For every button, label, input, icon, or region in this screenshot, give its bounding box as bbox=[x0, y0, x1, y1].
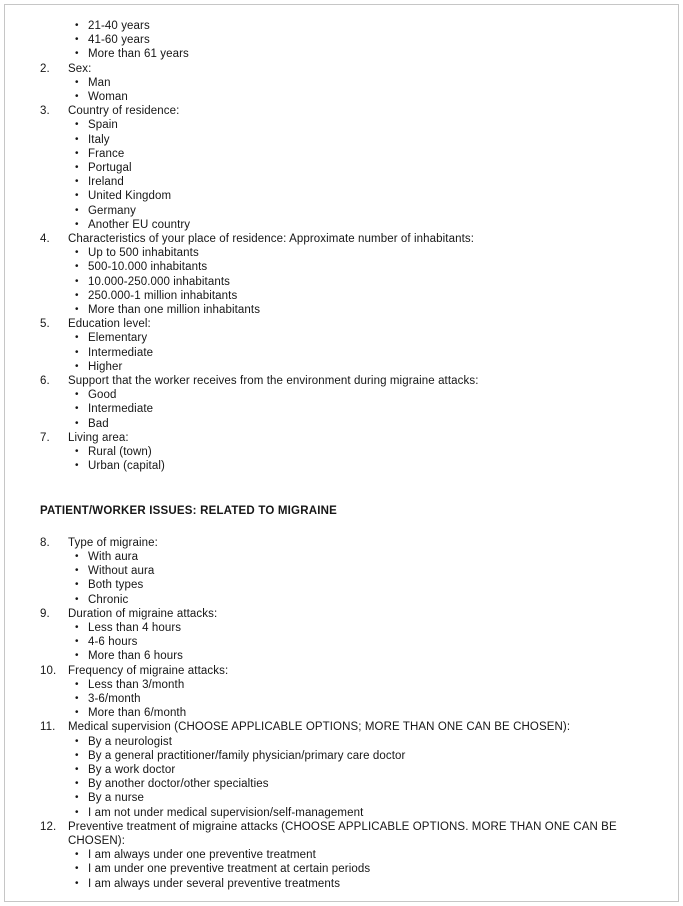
bullet-icon: • bbox=[75, 579, 79, 591]
option-item bbox=[75, 578, 628, 592]
question-number: 4. bbox=[40, 233, 50, 246]
option-label: Germany bbox=[88, 204, 136, 217]
option-label: I am under one preventive treatment at certain periods bbox=[88, 863, 371, 876]
question-text: Country of residence: bbox=[68, 105, 180, 118]
option-label: Less than 4 hours bbox=[88, 621, 182, 634]
option-item bbox=[75, 33, 628, 47]
option-label: Bad bbox=[88, 417, 109, 430]
question-text: Preventive treatment of migraine attacks (CHOOSE APPLICABLE OPTIONS. MORE THAN ONE CAN BE CHOSEN): bbox=[68, 820, 617, 847]
question-text: Type of migraine: bbox=[68, 536, 158, 549]
option-label: Intermediate bbox=[88, 403, 154, 416]
bullet-icon: • bbox=[75, 550, 79, 562]
bullet-icon: • bbox=[75, 806, 79, 818]
bullet-icon: • bbox=[75, 446, 79, 458]
option-label: By a work doctor bbox=[88, 763, 176, 776]
option-item bbox=[75, 189, 628, 203]
option-item bbox=[75, 19, 628, 33]
option-label: 3-6/month bbox=[88, 692, 141, 705]
question-number: 9. bbox=[40, 607, 50, 620]
bullet-icon: • bbox=[75, 20, 79, 31]
option-item bbox=[75, 777, 628, 791]
option-label: Man bbox=[88, 76, 111, 89]
option-label: With aura bbox=[88, 550, 139, 563]
option-label: Urban (capital) bbox=[88, 460, 165, 473]
bullet-icon: • bbox=[75, 48, 79, 60]
option-item bbox=[75, 649, 628, 663]
bullet-icon: • bbox=[75, 360, 79, 372]
question-number: 11. bbox=[40, 721, 56, 734]
option-item bbox=[75, 445, 628, 459]
option-item bbox=[75, 862, 628, 876]
option-label: 10.000-250.000 inhabitants bbox=[88, 275, 230, 288]
bullet-icon: • bbox=[75, 678, 79, 690]
option-item bbox=[75, 360, 628, 374]
question-text: Characteristics of your place of residence: Approximate number of inhabitants: bbox=[68, 233, 475, 246]
question-number: 5. bbox=[40, 318, 50, 331]
option-label: More than 61 years bbox=[88, 48, 189, 61]
bullet-icon: • bbox=[75, 34, 79, 46]
bullet-icon: • bbox=[75, 346, 79, 358]
question-line bbox=[40, 104, 628, 118]
option-item bbox=[75, 331, 628, 345]
option-label: By a neurologist bbox=[88, 735, 173, 748]
option-item bbox=[75, 417, 628, 431]
question-block bbox=[40, 374, 628, 431]
option-item bbox=[75, 275, 628, 289]
question-line bbox=[40, 720, 628, 734]
option-label: I am always under several preventive treatments bbox=[88, 877, 341, 890]
option-label: France bbox=[88, 147, 125, 160]
bullet-icon: • bbox=[75, 877, 79, 889]
option-item bbox=[75, 90, 628, 104]
option-label: 41-60 years bbox=[88, 34, 150, 47]
option-label: Less than 3/month bbox=[88, 678, 185, 691]
question-block bbox=[40, 104, 628, 232]
option-item bbox=[75, 133, 628, 147]
option-item bbox=[75, 735, 628, 749]
option-item bbox=[75, 791, 628, 805]
option-item bbox=[75, 459, 628, 473]
option-item bbox=[75, 749, 628, 763]
section-heading: PATIENT/WORKER ISSUES: RELATED TO MIGRAINE bbox=[40, 504, 337, 517]
bullet-icon: • bbox=[75, 76, 79, 88]
question-number: 12. bbox=[40, 820, 57, 833]
bullet-icon: • bbox=[75, 218, 79, 230]
option-label: United Kingdom bbox=[88, 190, 172, 203]
question-line bbox=[40, 664, 628, 678]
question-number: 2. bbox=[40, 62, 50, 75]
option-item bbox=[75, 388, 628, 402]
question-text: Education level: bbox=[68, 318, 151, 331]
question-number: 8. bbox=[40, 536, 50, 549]
question-text: Support that the worker receives from the environment during migraine attacks: bbox=[68, 375, 479, 388]
question-number: 3. bbox=[40, 105, 50, 118]
option-item bbox=[75, 635, 628, 649]
option-label: Chronic bbox=[88, 593, 129, 606]
option-label: More than one million inhabitants bbox=[88, 304, 261, 317]
option-item bbox=[75, 550, 628, 564]
bullet-icon: • bbox=[75, 133, 79, 145]
option-item bbox=[75, 175, 628, 189]
question-block bbox=[40, 664, 628, 721]
option-item bbox=[75, 47, 628, 61]
option-item bbox=[75, 848, 628, 862]
options-continuation-block bbox=[40, 19, 628, 62]
option-label: 4-6 hours bbox=[88, 636, 138, 649]
question-text: Duration of migraine attacks: bbox=[68, 607, 218, 620]
option-item bbox=[75, 246, 628, 260]
option-label: Good bbox=[88, 389, 117, 402]
bullet-icon: • bbox=[75, 332, 79, 344]
bullet-icon: • bbox=[75, 403, 79, 415]
bullet-icon: • bbox=[75, 304, 79, 316]
option-label: More than 6/month bbox=[88, 707, 187, 720]
option-label: Another EU country bbox=[88, 218, 191, 231]
bullet-icon: • bbox=[75, 763, 79, 775]
question-block bbox=[40, 317, 628, 374]
question-line bbox=[40, 374, 628, 388]
option-item bbox=[75, 763, 628, 777]
question-line bbox=[40, 232, 628, 246]
option-label: Rural (town) bbox=[88, 446, 152, 459]
question-number: 7. bbox=[40, 431, 50, 444]
option-item bbox=[75, 147, 628, 161]
bullet-icon: • bbox=[75, 247, 79, 259]
question-block bbox=[40, 431, 628, 474]
option-label: Both types bbox=[88, 579, 144, 592]
question-text: Sex: bbox=[68, 62, 92, 75]
bullet-icon: • bbox=[75, 261, 79, 273]
question-line bbox=[40, 607, 628, 621]
option-item bbox=[75, 346, 628, 360]
bullet-icon: • bbox=[75, 162, 79, 174]
bullet-icon: • bbox=[75, 275, 79, 287]
option-item bbox=[75, 161, 628, 175]
option-item bbox=[75, 706, 628, 720]
option-item bbox=[75, 303, 628, 317]
bullet-icon: • bbox=[75, 593, 79, 605]
option-item bbox=[75, 218, 628, 232]
option-item bbox=[75, 593, 628, 607]
option-item bbox=[75, 289, 628, 303]
option-label: By a general practitioner/family physician/primary care doctor bbox=[88, 749, 406, 762]
option-label: 500-10.000 inhabitants bbox=[88, 261, 208, 274]
option-item bbox=[75, 204, 628, 218]
question-number: 6. bbox=[40, 375, 50, 388]
bullet-icon: • bbox=[75, 389, 79, 401]
option-label: More than 6 hours bbox=[88, 650, 184, 663]
bullet-icon: • bbox=[75, 289, 79, 301]
questionnaire bbox=[40, 19, 628, 891]
option-item bbox=[75, 402, 628, 416]
question-block bbox=[40, 536, 628, 607]
option-label: Elementary bbox=[88, 332, 148, 345]
option-item bbox=[75, 806, 628, 820]
bullet-icon: • bbox=[75, 119, 79, 131]
bullet-icon: • bbox=[75, 147, 79, 159]
bullet-icon: • bbox=[75, 735, 79, 747]
bullet-icon: • bbox=[75, 621, 79, 633]
option-label: Ireland bbox=[88, 176, 124, 189]
question-text: Living area: bbox=[68, 431, 129, 444]
question-block bbox=[40, 720, 628, 819]
question-text: Medical supervision (CHOOSE APPLICABLE OPTIONS; MORE THAN ONE CAN BE CHOSEN): bbox=[68, 721, 571, 734]
option-label: Italy bbox=[88, 133, 110, 146]
question-block bbox=[40, 820, 628, 891]
option-item bbox=[75, 692, 628, 706]
bullet-icon: • bbox=[75, 636, 79, 648]
option-item bbox=[75, 260, 628, 274]
bullet-icon: • bbox=[75, 190, 79, 202]
bullet-icon: • bbox=[75, 749, 79, 761]
question-block bbox=[40, 62, 628, 105]
option-label: Spain bbox=[88, 119, 118, 132]
question-text: Frequency of migraine attacks: bbox=[68, 664, 229, 677]
option-item bbox=[75, 118, 628, 132]
question-number: 10. bbox=[40, 664, 57, 677]
bullet-icon: • bbox=[75, 417, 79, 429]
bullet-icon: • bbox=[75, 692, 79, 704]
bullet-icon: • bbox=[75, 707, 79, 719]
question-block bbox=[40, 607, 628, 664]
bullet-icon: • bbox=[75, 650, 79, 662]
option-label: I am not under medical supervision/self-management bbox=[88, 806, 364, 819]
question-line bbox=[40, 317, 628, 331]
bullet-icon: • bbox=[75, 792, 79, 804]
question-line bbox=[40, 820, 628, 848]
option-item bbox=[75, 877, 628, 891]
bullet-icon: • bbox=[75, 460, 79, 472]
option-label: Higher bbox=[88, 360, 123, 373]
option-item bbox=[75, 678, 628, 692]
option-label: Up to 500 inhabitants bbox=[88, 247, 199, 260]
option-item bbox=[75, 76, 628, 90]
bullet-icon: • bbox=[75, 91, 79, 103]
question-line bbox=[40, 536, 628, 550]
bullet-icon: • bbox=[75, 849, 79, 861]
option-label: I am always under one preventive treatment bbox=[88, 849, 316, 862]
question-line bbox=[40, 62, 628, 76]
bullet-icon: • bbox=[75, 778, 79, 790]
question-block bbox=[40, 232, 628, 317]
option-label: By another doctor/other specialties bbox=[88, 778, 269, 791]
option-label: 21-40 years bbox=[88, 20, 150, 32]
question-line bbox=[40, 431, 628, 445]
option-label: Without aura bbox=[88, 565, 155, 578]
bullet-icon: • bbox=[75, 176, 79, 188]
option-label: Portugal bbox=[88, 162, 132, 175]
bullet-icon: • bbox=[75, 863, 79, 875]
bullet-icon: • bbox=[75, 204, 79, 216]
option-label: 250.000-1 million inhabitants bbox=[88, 289, 238, 302]
option-label: By a nurse bbox=[88, 792, 144, 805]
bullet-icon: • bbox=[75, 565, 79, 577]
option-item bbox=[75, 621, 628, 635]
option-label: Woman bbox=[88, 91, 128, 104]
option-item bbox=[75, 564, 628, 578]
option-label: Intermediate bbox=[88, 346, 154, 359]
